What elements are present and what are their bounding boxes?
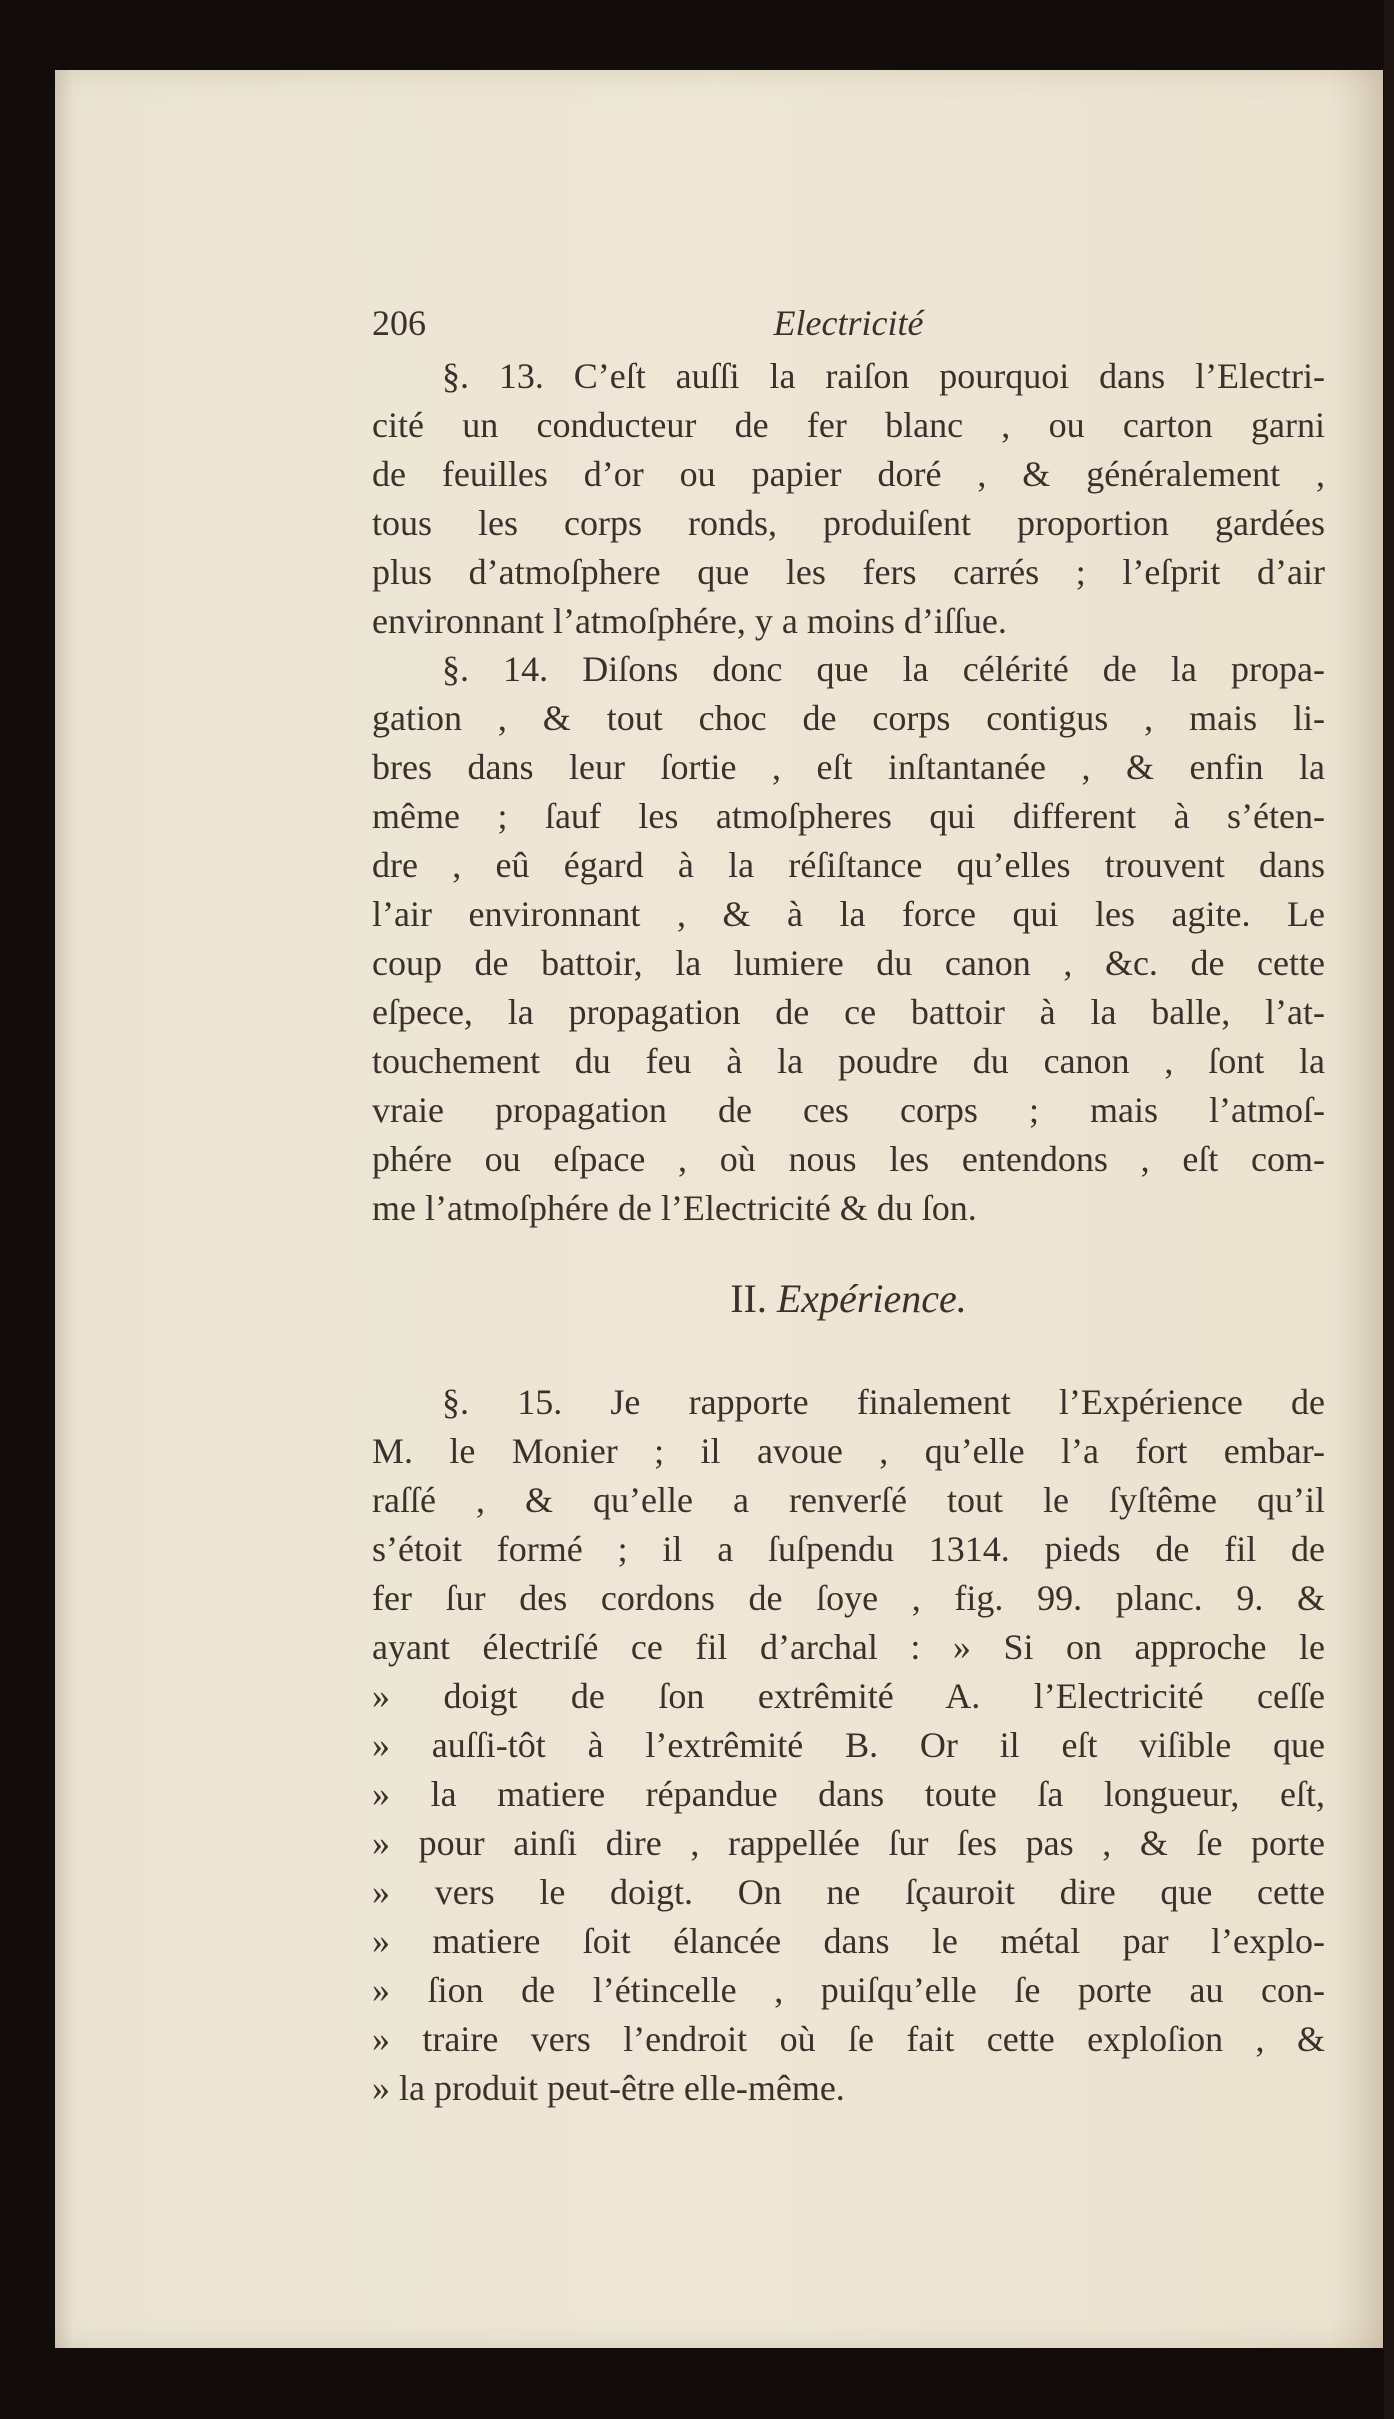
text-line: phére ou eſpace , où nous les entendons , eſt com- [372, 1139, 1325, 1179]
text-line: raſſé , & qu’elle a renverſé tout le ſyſtême qu’il [372, 1480, 1325, 1520]
text-line: coup de battoir, la lumiere du canon , &c. de cette [372, 943, 1325, 983]
text-line: » la matiere répandue dans toute ſa longueur, eſt, [372, 1774, 1325, 1814]
paragraph-14 [372, 645, 1325, 1233]
text-line: dre , eû égard à la réſiſtance qu’elles trouvent dans [372, 845, 1325, 885]
text-line: ayant électriſé ce fil d’archal : » Si on approche le [372, 1627, 1325, 1667]
text-line: me l’atmoſphére de l’Electricité & du ſon. [372, 1188, 977, 1228]
text-line: eſpece, la propagation de ce battoir à la balle, l’at- [372, 992, 1325, 1032]
text-line: de feuilles d’or ou papier doré , & généralement , [372, 454, 1325, 494]
paragraph-15 [372, 1378, 1325, 2113]
text-line: touchement du feu à la poudre du canon , ſont la [372, 1041, 1325, 1081]
page-edge [1384, 0, 1394, 2419]
text-line: même ; ſauf les atmoſpheres qui different à s’éten- [372, 796, 1325, 836]
text-line: vraie propagation de ces corps ; mais l’atmoſ- [372, 1090, 1325, 1130]
text-line: » auſſi-tôt à l’extrêmité B. Or il eſt viſible que [372, 1725, 1325, 1765]
page-number: 206 [372, 303, 426, 343]
text-line: » matiere ſoit élancée dans le métal par l’explo- [372, 1921, 1325, 1961]
text-line: gation , & tout choc de corps contigus , mais li- [372, 698, 1325, 738]
section-heading [372, 1275, 1325, 1322]
text-line: fer ſur des cordons de ſoye , fig. 99. planc. 9. & [372, 1578, 1325, 1618]
text-line: bres dans leur ſortie , eſt inſtantanée , & enfin la [372, 747, 1325, 787]
text-line: » vers le doigt. On ne ſçauroit dire que cette [372, 1872, 1325, 1912]
text-line: l’air environnant , & à la force qui les agite. Le [372, 894, 1325, 934]
text-line: » doigt de ſon extrêmité A. l’Electricité ceſſe [372, 1676, 1325, 1716]
text-line: » pour ainſi dire , rappellée ſur ſes pas , & ſe porte [372, 1823, 1325, 1863]
section-number: II. [730, 1276, 767, 1321]
text-line: plus d’atmoſphere que les fers carrés ; l’eſprit d’air [372, 552, 1325, 592]
text-line: tous les corps ronds, produiſent proportion gardées [372, 503, 1325, 543]
text-line: §. 15. Je rapporte finalement l’Expérience de [442, 1382, 1325, 1422]
text-line: cité un conducteur de fer blanc , ou carton garni [372, 405, 1325, 445]
section-title: Expérience. [776, 1276, 967, 1321]
text-line: environnant l’atmoſphére, y a moins d’iſſue. [372, 601, 1007, 641]
text-line: s’étoit formé ; il a ſuſpendu 1314. pieds de fil de [372, 1529, 1325, 1569]
running-title: Electricité [773, 303, 924, 343]
page-header [372, 302, 1325, 350]
text-line: » traire vers l’endroit où ſe fait cette exploſion , & [372, 2019, 1325, 2059]
text-line: » la produit peut-être elle-même. [372, 2068, 845, 2108]
text-line: §. 14. Diſons donc que la célérité de la propa- [442, 649, 1325, 689]
text-line: M. le Monier ; il avoue , qu’elle l’a fort embar- [372, 1431, 1325, 1471]
text-line: » ſion de l’étincelle , puiſqu’elle ſe porte au con- [372, 1970, 1325, 2010]
text-line: §. 13. C’eſt auſſi la raiſon pourquoi dans l’Electri- [442, 356, 1325, 396]
paragraph-13 [372, 352, 1325, 646]
